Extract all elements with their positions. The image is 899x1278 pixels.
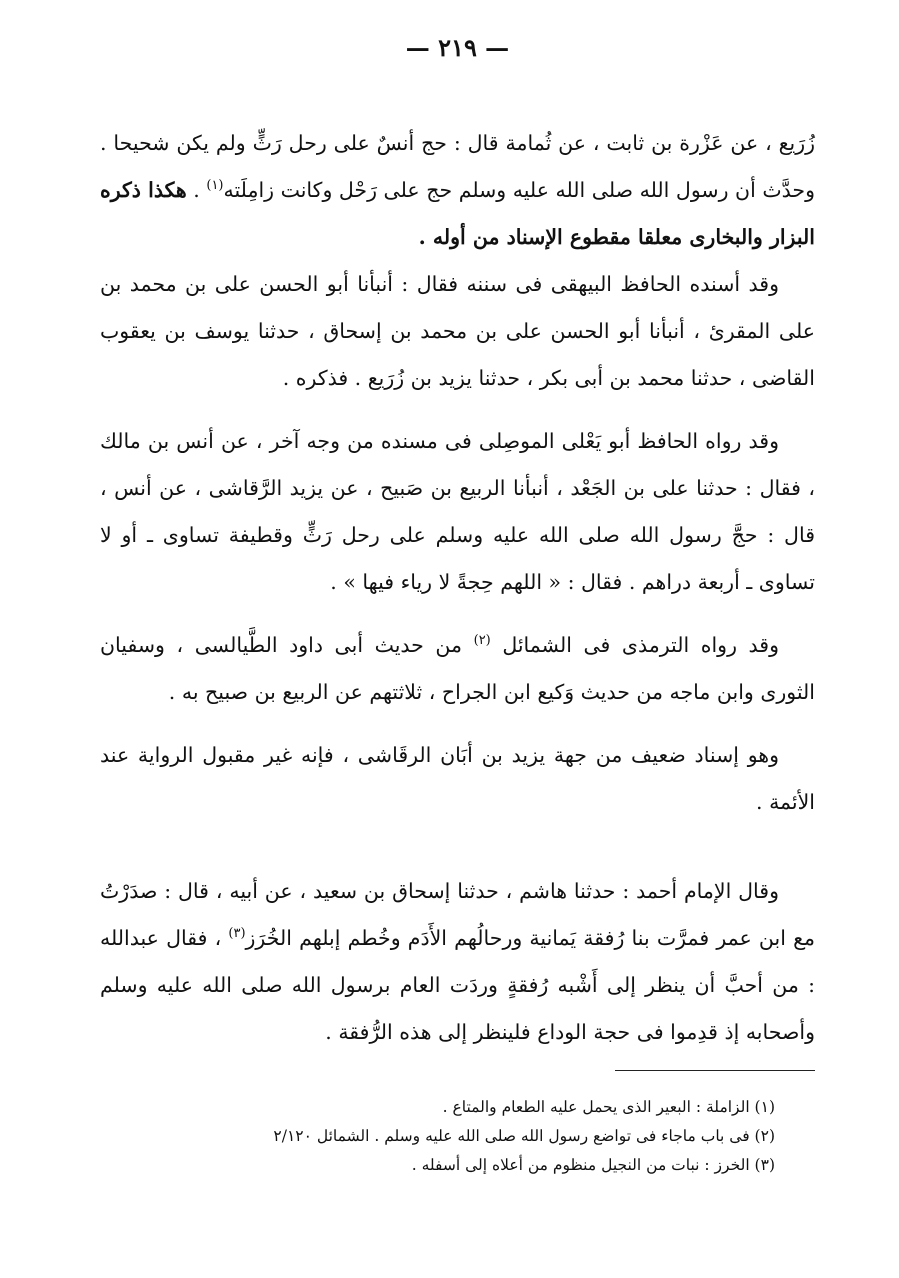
paragraph-1-text: زُرَيع ، عن عَزْرة بن ثابت ، عن ثُمامة قال : حج أنسٌ على رحل رَثٍّ ولم يكن شحيحا . وحدَّث أن رسول الله صلى الله عليه وسلم حج على رَحْل وكانت زامِلَته — [100, 131, 815, 202]
footnotes — [100, 1093, 815, 1180]
paragraph-4 — [100, 622, 815, 716]
footnote-divider — [615, 1070, 815, 1071]
footnote-3: (٣) الخرز : نبات من النجيل منظوم من أعلاه إلى أسفله . — [411, 1156, 775, 1174]
paragraph-4-text-b: من حديث أبى داود الطَّيالسى ، وسفيان الثورى وابن ماجه من حديث وَكيع ابن الجراح ، ثلاثتهم عن الربيع بن صبيح به . — [100, 633, 815, 704]
paragraph-1-bold-text: هكذا ذكره البزار والبخارى معلقا مقطوع الإسناد من أوله . — [100, 178, 815, 249]
paragraph-6-text-a: وقال الإمام أحمد : حدثنا هاشم ، حدثنا إسحاق بن سعيد ، عن أبيه ، قال : صدَرْتُ مع ابن عمر فمرَّت بنا رُفقة يَمانية ورحالُهم الأَدَم وخُطم إبلهم الخُرَز — [100, 879, 815, 950]
paragraph-6 — [100, 868, 815, 1056]
body-text — [100, 120, 815, 1056]
page-number: — ٢١٩ — — [405, 33, 510, 62]
paragraph-6-text-b: ، فقال عبدالله : من أحبَّ أن ينظر إلى أَشْبه رُفقةٍ وردَت العام برسول الله صلى الله عليه وسلم وأصحابه إذ قدِموا فى حجة الوداع فلينظر إلى هذه الرُّفقة . — [100, 926, 815, 1044]
paragraph-2: وقد أسنده الحافظ البيهقى فى سننه فقال : أنبأنا أبو الحسن على بن محمد بن على المقرئ ، أنبأنا أبو الحسن على بن محمد بن إسحاق ، حدثنا يوسف بن يعقوب القاضى ، حدثنا محمد بن أبى بكر ، حدثنا يزيد بن زُرَيع . فذكره . — [100, 272, 815, 390]
footnote-ref-1: (١) — [206, 178, 224, 194]
paragraph-1-punct: . — [186, 178, 207, 202]
paragraph-3: وقد رواه الحافظ أبو يَعْلى الموصِلى فى مسنده من وجه آخر ، عن أنس بن مالك ، فقال : حدثنا على بن الجَعْد ، أنبأنا الربيع بن صَبيح ، عن يزيد الرَّقاشى ، عن أنس ، قال : حجَّ رسول الله صلى الله عليه وسلم على رحل رَثٍّ وقطيفة تساوى ـ أو لا تساوى ـ أربعة دراهم . فقال : « اللهم حِجةً لا رياء فيها » . — [100, 429, 815, 594]
document-page — [100, 30, 815, 1250]
footnote-2: (٢) فى باب ماجاء فى تواضع رسول الله صلى الله عليه وسلم . الشمائل ٢/١٢٠ — [273, 1127, 775, 1145]
footnote-ref-3: (٣) — [228, 926, 246, 942]
paragraph-5: وهو إسناد ضعيف من جهة يزيد بن أبَان الرقَاشى ، فإنه غير مقبول الرواية عند الأئمة . — [100, 743, 815, 814]
paragraph-1 — [100, 120, 815, 261]
paragraph-4-text-a: وقد رواه الترمذى فى الشمائل — [490, 633, 780, 657]
footnote-1: (١) الزاملة : البعير الذى يحمل عليه الطعام والمتاع . — [442, 1098, 775, 1116]
footnote-ref-2: (٢) — [473, 633, 491, 649]
